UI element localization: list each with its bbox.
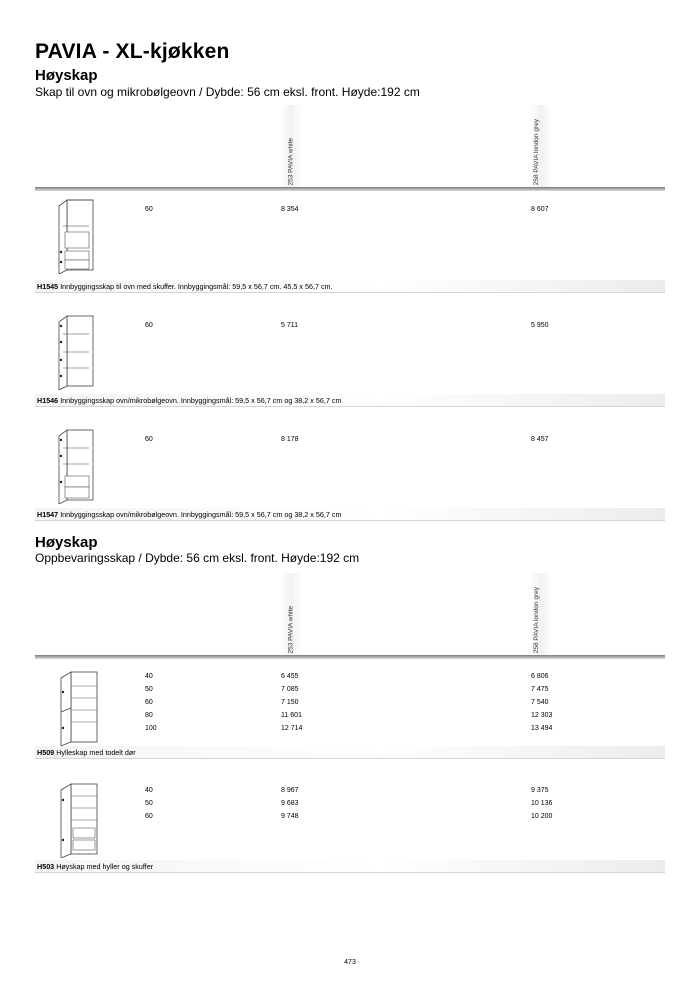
- product-caption: H503 Høyskap med hyller og skuffer: [35, 860, 665, 873]
- section-subtitle: Skap til ovn og mikrobølgeovn / Dybde: 56 cm eksl. front. Høyde:192 cm: [35, 85, 420, 99]
- page-title: PAVIA - XL-kjøkken: [35, 40, 230, 63]
- product-caption: H1547 Innbyggingsskap ovn/mikrobølgeovn. Innbyggingsmål: 59,5 x 56,7 cm og 38,2 x 56,7 cm: [35, 508, 665, 521]
- section-title: Høyskap: [35, 534, 98, 551]
- section-title: Høyskap: [35, 67, 98, 84]
- product-h1545: 60 8 354 8 607 H1545 Innbyggingsskap til ovn med skuffer. Innbyggingsmål: 59,5 x 56,7 cm. 45,5 x 56,7 cm.: [35, 196, 665, 298]
- product-h503: 40 8 967 9 375 50 9 683 10 136 60 9 748 10 200 H503 Høyskap med hyller og skuffer: [35, 780, 665, 876]
- product-caption: H1546 Innbyggingsskap ovn/mikrobølgeovn. Innbyggingsmål: 59,5 x 56,7 cm og 38,2 x 56,7 cm: [35, 394, 665, 407]
- oven-microwave-cabinet-icon: [49, 312, 101, 390]
- product-h509: 40 6 455 6 806 50 7 085 7 475 60 7 150 7 540 80 11 601 12 303 100 12 714 13 494 H509 Hylleskap med todelt dør: [35, 668, 665, 764]
- section-subtitle: Oppbevaringsskap / Dybde: 56 cm eksl. front. Høyde:192 cm: [35, 551, 360, 565]
- product-h1547: 60 8 178 8 457 H1547 Innbyggingsskap ovn/mikrobølgeovn. Innbyggingsmål: 59,5 x 56,7 cm og 38,2 x 56,7 cm: [35, 426, 665, 526]
- oven-microwave-cabinet-with-drawer-icon: [49, 426, 101, 504]
- oven-cabinet-with-drawers-icon: [49, 196, 101, 274]
- product-caption: H509 Hylleskap med todelt dør: [35, 746, 665, 759]
- product-caption: H1545 Innbyggingsskap til ovn med skuffer. Innbyggingsmål: 59,5 x 56,7 cm. 45,5 x 56,7 cm.: [35, 280, 665, 293]
- tall-cabinet-shelves-drawers-icon: [49, 780, 101, 858]
- product-h1546: 60 5 711 5 950 H1546 Innbyggingsskap ovn/mikrobølgeovn. Innbyggingsmål: 59,5 x 56,7 cm og 38,2 x 56,7 cm: [35, 312, 665, 412]
- column-header-grey: 258 PAVIA london grey: [530, 105, 552, 187]
- header-rule: [35, 655, 665, 659]
- column-header-white: 253 PAVIA white: [280, 105, 302, 187]
- page-number: 473: [344, 959, 356, 966]
- header-rule: [35, 187, 665, 191]
- shelf-cabinet-split-door-icon: [49, 668, 101, 746]
- column-header-white: 253 PAVIA white: [280, 573, 302, 655]
- column-header-grey: 258 PAVIA london grey: [530, 573, 552, 655]
